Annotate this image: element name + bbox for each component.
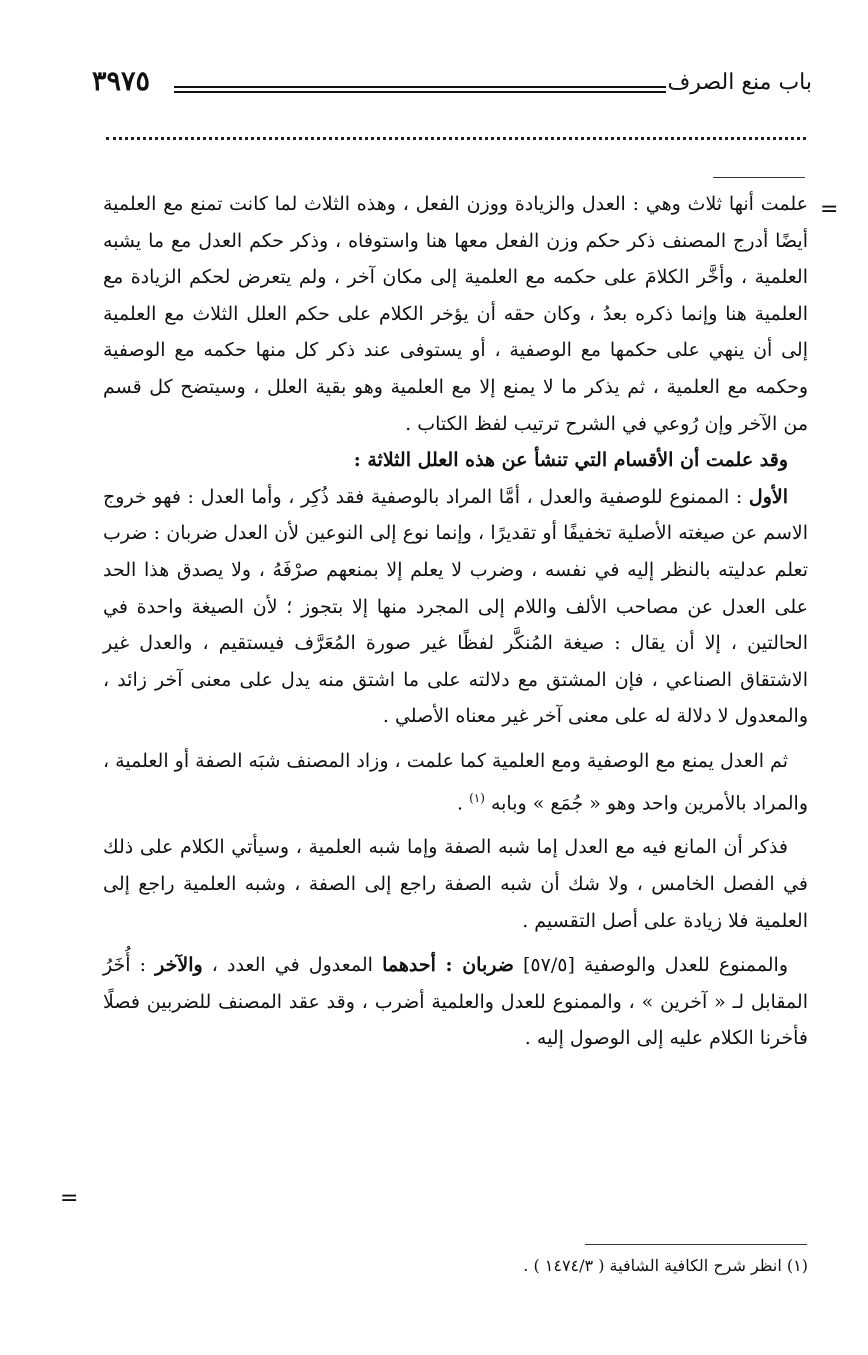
margin-mark-top: = <box>820 197 839 222</box>
page-header <box>92 64 812 104</box>
chapter-title: باب منع الصرف <box>667 70 812 95</box>
page-number: ٣٩٧٥ <box>92 66 151 97</box>
header-double-rule <box>174 86 666 93</box>
short-rule <box>713 177 805 178</box>
paragraph-3 <box>103 743 808 822</box>
paragraph-3-text: ثم العدل يمنع مع الوصفية ومع العلمية كما علمت ، وزاد المصنف شبَه الصفة أو العلمية ، والمراد بالأمرين واحد وهو « جُمَع » وبابه <box>103 749 808 814</box>
paragraph-5-bold-1: ضربان : أحدهما <box>382 954 514 977</box>
paragraph-5-intro: والممنوع للعدل والوصفية [٥٧/٥] <box>523 954 789 977</box>
paragraph-4: فذكر أن المانع فيه مع العدل إما شبه الصفة وإما شبه العلمية ، وسيأتي الكلام على ذلك في الفصل الخامس ، ولا شك أن شبه الصفة راجع إلى الصفة ، وشبه العلمية راجع إلى العلمية فلا زيادة على أصل التقسيم . <box>103 836 808 932</box>
margin-mark-bottom: = <box>60 1186 79 1211</box>
paragraph-5-bold-2: والآخر <box>155 954 203 977</box>
paragraph-3-end: . <box>456 791 464 814</box>
footnote-rule <box>585 1244 807 1245</box>
main-text <box>103 186 808 1057</box>
paragraph-1: علمت أنها ثلاث وهي : العدل والزيادة ووزن الفعل ، وهذه الثلاث لما كانت تمنع مع العلمية أيضًا أدرج المصنف ذكر حكم وزن الفعل معها هنا واستوفاه ، وذكر حكم العدل مع ما يشبه العلمية ، وأخَّر الكلامَ على حكمه مع العلمية إلى مكان آخر ، ولم يتعرض لحكم الزيادة مع العلمية هنا وإنما ذكره بعدُ ، وكان حقه أن يؤخر الكلام على حكم العلل الثلاث مع العلمية إلى أن ينهي على حكمها مع الوصفية ، أو يستوفى عند ذكر كل منها حكمه مع الوصفية وحكمه مع العلمية ، ثم يذكر ما لا يمنع إلا مع العلمية وهو بقية العلل ، وسيتضح كل قسم من الآخر وإن رُوعي في الشرح ترتيب لفظ الكتاب . <box>103 193 808 435</box>
paragraph-5 <box>103 947 808 1057</box>
dotted-separator <box>106 137 806 140</box>
paragraph-2-text: : الممنوع للوصفية والعدل ، أمَّا المراد بالوصفية فقد ذُكِر ، وأما العدل : فهو خروج الاسم عن صيغته الأصلية تخفيفًا أو تقديرًا ، وإنما نوع إلى النوعين لأن العدل ضربان : ضرب تعلم عدليته بالنظر إليه في نفسه ، وضرب لا يعلم إلا بمنعهم صرْفَهُ ، ولا يصدق هذا الحد على العدل عن مصاحب الألف واللام إلى المجرد منها إلا بتجوز ؛ لأن الصيغة واحدة في الحالتين ، إلا أن يقال : صيغة المُنكَّر لفظًا غير صورة المُعَرَّف فيستقيم ، والعدل غير الاشتقاق الصناعي ، فإن المشتق مع دلالته على ما اشتق منه يدل على معنى آخر زائد ، والمعدول لا دلالة له على معنى آخر غير معناه الأصلي . <box>103 485 808 728</box>
footnote: (١) انظر شرح الكافية الشافية ( ١٤٧٤/٣ ) . <box>523 1256 808 1275</box>
footnote-reference: (١) <box>469 790 485 805</box>
paragraph-5-mid: المعدول في العدد ، <box>211 954 373 977</box>
paragraph-2 <box>103 479 808 735</box>
paragraph-2-lead: الأول <box>748 485 789 508</box>
paragraph-5-rest: : أُخَرُ المقابل لـ « آخرين » ، والممنوع للعدل والعلمية أضرب ، وقد عقد المصنف للضربين فصلًا فأخرنا الكلام عليه إلى الوصول إليه . <box>103 954 808 1050</box>
section-heading: وقد علمت أن الأقسام التي تنشأ عن هذه العلل الثلاثة : <box>353 449 788 472</box>
